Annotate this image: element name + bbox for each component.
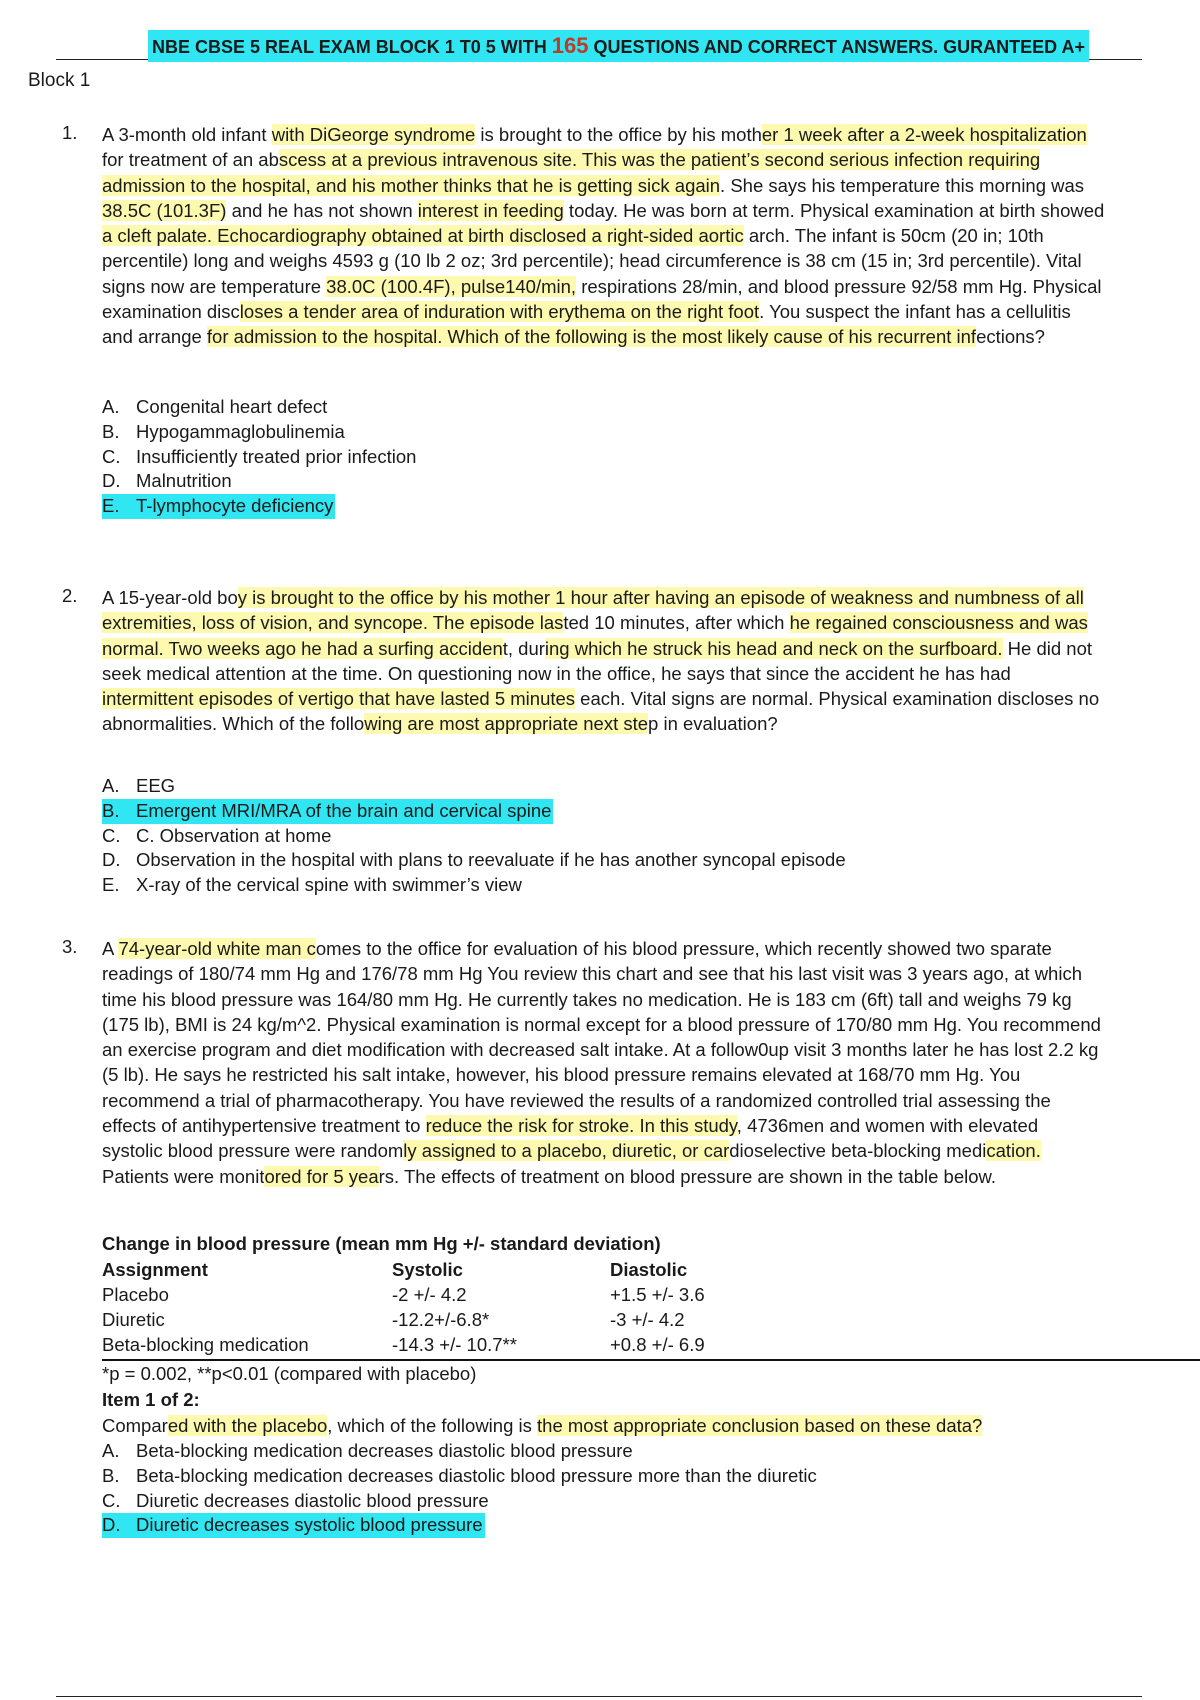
option-b[interactable]: B. Beta-blocking medication decreases diastolic blood pressure more than the diuretic <box>102 1464 817 1486</box>
title-pre: NBE CBSE 5 REAL EXAM BLOCK 1 T0 5 WITH <box>152 37 552 57</box>
item-label: Item 1 of 2: <box>102 1389 200 1410</box>
question-2-options <box>102 774 1102 898</box>
table-row: Placebo -2 +/- 4.2 +1.5 +/- 3.6 <box>102 1284 705 1305</box>
question-stem: A 74-year-old white man comes to the office for evaluation of his blood pressure, which recently showed two sparate readings of 180/74 mm Hg and 176/78 mm Hg You review this chart and see that his last visit was 3 years ago, at which time his blood pressure was 164/80 mm Hg. He currently takes no medication. He is 183 cm (6ft) tall and weighs 79 kg (175 lb), BMI is 24 kg/m^2. Physical examination is normal except for a blood pressure of 170/80 mm Hg. You recommend an exercise program and diet modification with decreased salt intake. At a follow0up visit 3 months later he has lost 2.2 kg (5 lb). He says he restricted his salt intake, however, his blood pressure remains elevated at 168/70 mm Hg. You recommend a trial of pharmacotherapy. You have reviewed the results of a randomized controlled trial assessing the effects of antihypertensive treatment to reduce the risk for stroke. In this study, 4736men and women with elevated systolic blood pressure were randomly assigned to a placebo, diuretic, or cardioselective beta-blocking medication. Patients were monitored for 5 years. The effects of treatment on blood pressure are shown in the table below. <box>102 938 1101 1187</box>
option-e-correct[interactable]: E. T-lymphocyte deficiency <box>102 494 1102 519</box>
page-footer-rule <box>56 1696 1142 1697</box>
option-a[interactable]: A. EEG <box>102 775 176 796</box>
table-header-row: Assignment Systolic Diastolic <box>102 1259 688 1280</box>
document-title <box>148 30 1089 62</box>
question-number: 1. <box>62 122 78 143</box>
option-c[interactable]: C. Diuretic decreases diastolic blood pressure <box>102 1489 489 1511</box>
question-stem: A 15-year-old boy is brought to the office by his mother 1 hour after having an episode of weakness and numbness of all extremities, loss of vision, and syncope. The episode lasted 10 minutes, after which he regained consciousness and was normal. Two weeks ago he had a surfing accident, during which he struck his head and neck on the surfboard. He did not seek medical attention at the time. On questioning now in the office, he says that since the accident he has had intermittent episodes of vertigo that have lasted 5 minutes each. Vital signs are normal. Physical examination discloses no abnormalities. Which of the following are most appropriate next step in evaluation? <box>102 587 1100 735</box>
option-b-correct[interactable]: B. Emergent MRI/MRA of the brain and cervical spine <box>102 799 1102 824</box>
table-footnote: *p = 0.002, **p<0.01 (compared with placebo) <box>102 1363 477 1384</box>
option-d[interactable]: D. Malnutrition <box>102 470 232 492</box>
question-number: 3. <box>62 936 78 957</box>
option-b[interactable]: B. Hypogammaglobulinemia <box>102 420 345 442</box>
document-title-row <box>56 30 1142 62</box>
option-e[interactable]: E. X-ray of the cervical spine with swimmer’s view <box>102 874 522 896</box>
title-post: QUESTIONS AND CORRECT ANSWERS. GURANTEED A+ <box>588 37 1085 57</box>
question-1-options <box>102 395 1102 519</box>
title-count: 165 <box>551 33 589 58</box>
question-stem: A 3-month old infant with DiGeorge syndrome is brought to the office by his mother 1 week after a 2-week hospitalization for treatment of an abscess at a previous intravenous site. This was the patient’s second serious infection requiring admission to the hospital, and his mother thinks that he is getting sick again. She says his temperature this morning was 38.5C (101.3F) and he has not shown interest in feeding today. He was born at term. Physical examination at birth showed a cleft palate. Echocardiography obtained at birth disclosed a right-sided aortic arch. The infant is 50cm (20 in; 10th percentile) long and weighs 4593 g (10 lb 2 oz; 3rd percentile); head circumference is 38 cm (15 in; 3rd percentile). Vital signs now are temperature 38.0C (100.4F), pulse140/min, respirations 28/min, and blood pressure 92/58 mm Hg. Physical examination discloses a tender area of induration with erythema on the right foot. You suspect the infant has a cellulitis and arrange for admission to the hospital. Which of the following is the most likely cause of his recurrent infections? <box>102 124 1105 348</box>
block-label: Block 1 <box>28 70 91 91</box>
question-prompt: Compared with the placebo, which of the following is the most appropriate conclusion based on these data? <box>102 1415 983 1436</box>
bp-results-table <box>102 1231 1200 1538</box>
table-row: Beta-blocking medication -14.3 +/- 10.7** +0.8 +/- 6.9 <box>102 1334 705 1355</box>
question-number: 2. <box>62 585 78 606</box>
option-c[interactable]: C. Insufficiently treated prior infection <box>102 445 417 467</box>
option-d-correct[interactable]: D. Diuretic decreases systolic blood pressure <box>102 1513 1200 1538</box>
option-a[interactable]: A. Congenital heart defect <box>102 396 328 417</box>
option-a[interactable]: A. Beta-blocking medication decreases diastolic blood pressure <box>102 1440 633 1461</box>
table-row: Diuretic -12.2+/-6.8* -3 +/- 4.2 <box>102 1309 685 1330</box>
option-d[interactable]: D. Observation in the hospital with plans to reevaluate if he has another syncopal episode <box>102 849 846 871</box>
table-caption: Change in blood pressure (mean mm Hg +/- standard deviation) <box>102 1233 661 1254</box>
option-c[interactable]: C. C. Observation at home <box>102 824 332 846</box>
